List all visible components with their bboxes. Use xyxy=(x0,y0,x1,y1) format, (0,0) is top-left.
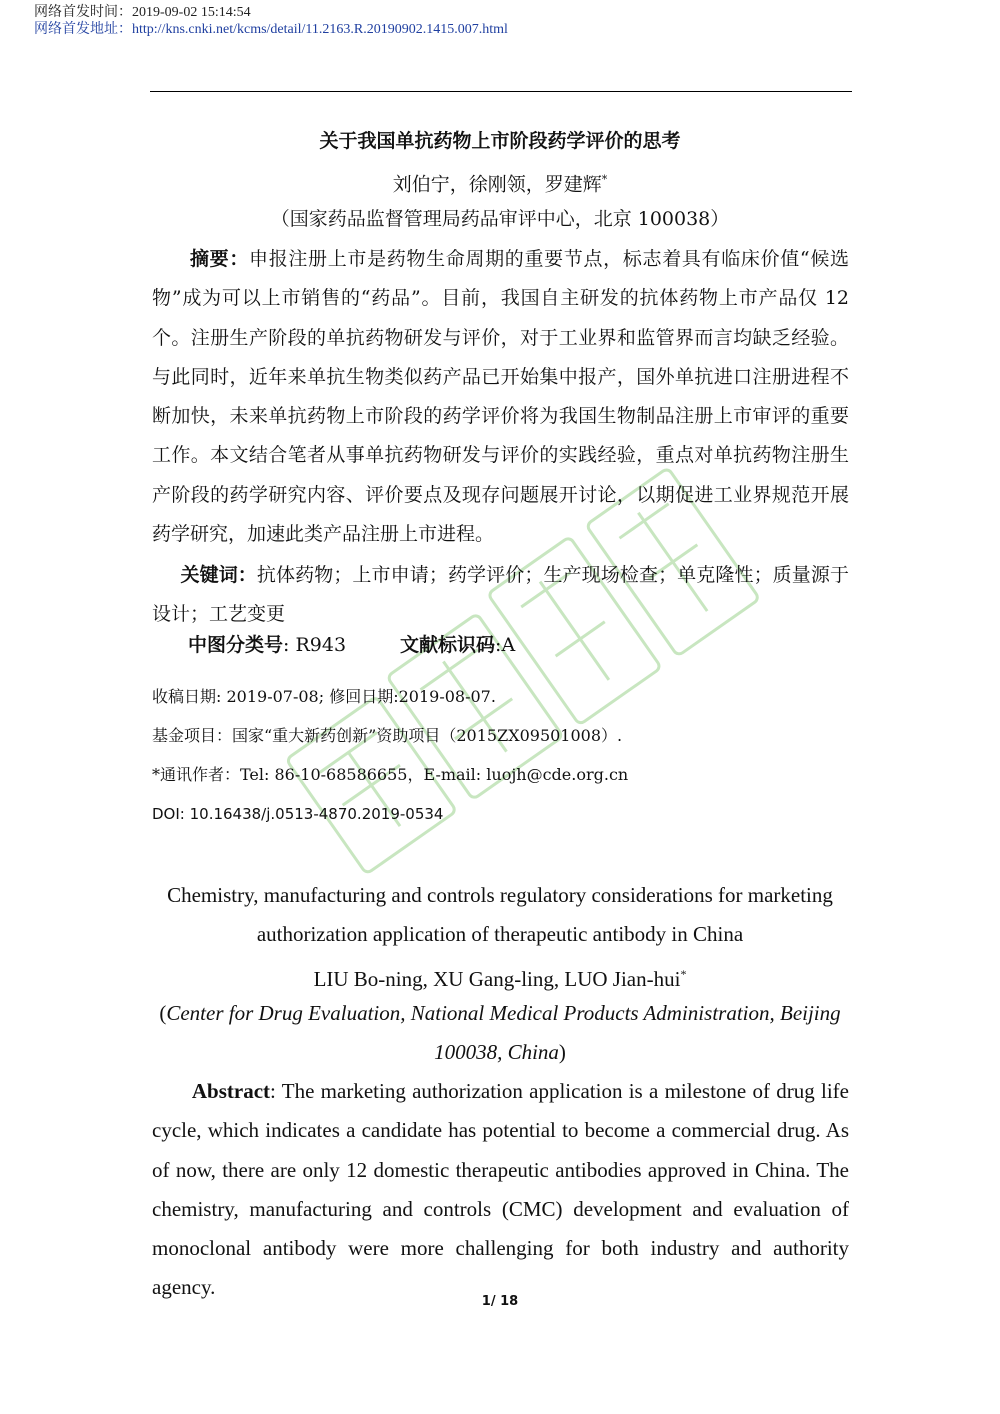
affil-open-paren: ( xyxy=(159,1001,167,1025)
affil-en-line2: 100038, China xyxy=(434,1040,559,1065)
doc-code-label: 文献标识码 xyxy=(400,634,496,656)
authors-en xyxy=(150,955,850,999)
doc-code-value: :A xyxy=(495,634,516,656)
first-publish-url[interactable]: 网络首发地址：http://kns.cnki.net/kcms/detail/11.2163.R.20190902.1415.007.html xyxy=(34,22,508,37)
keywords-label-cn: 关键词： xyxy=(180,564,257,586)
abstract-text-cn: 申报注册上市是药物生命周期的重要节点，标志着具有临床价值“候选物”成为可以上市销售的“药品”。目前，我国自主研发的抗体药物上市产品仅 12 个。注册生产阶段的单抗药物研发与评价，对于工业界和监管界而言均缺乏经验。与此同时，近年来单抗生物类似药产品已开始集中报产，国外单抗进口注册进程不断加快，未来单抗药物上市阶段的药学评价将为我国生物制品注册上市审评的重要工作。本文结合笔者从事单抗药物研发与评价的实践经验，重点对单抗药物注册生产阶段的药学研究内容、评价要点及现存问题展开讨论，以期促进工业界规范开展药学研究，加速此类产品注册上市进程。 xyxy=(152,248,849,546)
title-en-line1: Chemistry, manufacturing and controls regulatory considerations for marketing xyxy=(167,883,833,907)
authors-cn-names: 刘伯宁，徐刚领，罗建辉 xyxy=(392,173,602,196)
abstract-en xyxy=(152,1072,849,1308)
corresponding-mark: * xyxy=(601,173,608,186)
affil-en-line1: Center for Drug Evaluation, National Medical Products Administration, Beijing xyxy=(166,1001,841,1025)
doi: DOI: 10.16438/j.0513-4870.2019-0534 xyxy=(152,805,444,823)
page-number: 1/ 18 xyxy=(481,1294,519,1309)
header-rule xyxy=(150,91,852,92)
clc-label: 中图分类号 xyxy=(188,634,284,656)
paper-title-en xyxy=(150,876,850,955)
affiliation-cn: （国家药品监督管理局药品审评中心，北京 100038） xyxy=(270,208,730,230)
corresponding-author: *通讯作者：Tel: 86-10-68586655，E-mail: luojh@cde.org.cn xyxy=(152,765,629,784)
authors-en-names: LIU Bo-ning, XU Gang-ling, LUO Jian-hui xyxy=(313,967,681,991)
keywords-cn xyxy=(152,556,849,635)
corresponding-mark-en: * xyxy=(680,967,687,981)
abstract-label-en: Abstract xyxy=(191,1079,271,1103)
abstract-label-cn: 摘要： xyxy=(190,248,250,270)
classification-line xyxy=(188,631,515,659)
first-publish-time: 网络首发时间：2019-09-02 15:14:54 xyxy=(34,5,251,20)
clc-value: : R943 xyxy=(283,634,347,656)
abstract-text-en: : The marketing authorization application is a milestone of drug life cycle, which indicates a candidate has potential to become a commercial drug. As of now, there are only 12 domestic therapeutic antibodies approved in China. The chemistry, manufacturing and controls (CMC) development and evaluation of monoclonal antibody were more challenging for both industry and authority agency. xyxy=(152,1079,849,1300)
affiliation-en xyxy=(150,994,850,1073)
keywords-text-cn: 抗体药物；上市申请；药学评价；生产现场检查；单克隆性；质量源于设计；工艺变更 xyxy=(152,564,849,626)
abstract-cn xyxy=(152,240,849,554)
title-en-line2: authorization application of therapeutic antibody in China xyxy=(256,922,744,947)
authors-cn xyxy=(150,167,850,197)
paper-title-cn: 关于我国单抗药物上市阶段药学评价的思考 xyxy=(319,130,681,152)
fund-project: 基金项目：国家“重大新药创新”资助项目（2015ZX09501008）. xyxy=(152,726,623,745)
affil-close-paren: ) xyxy=(558,1040,566,1065)
received-date: 收稿日期: 2019-07-08; 修回日期:2019-08-07. xyxy=(152,687,496,706)
